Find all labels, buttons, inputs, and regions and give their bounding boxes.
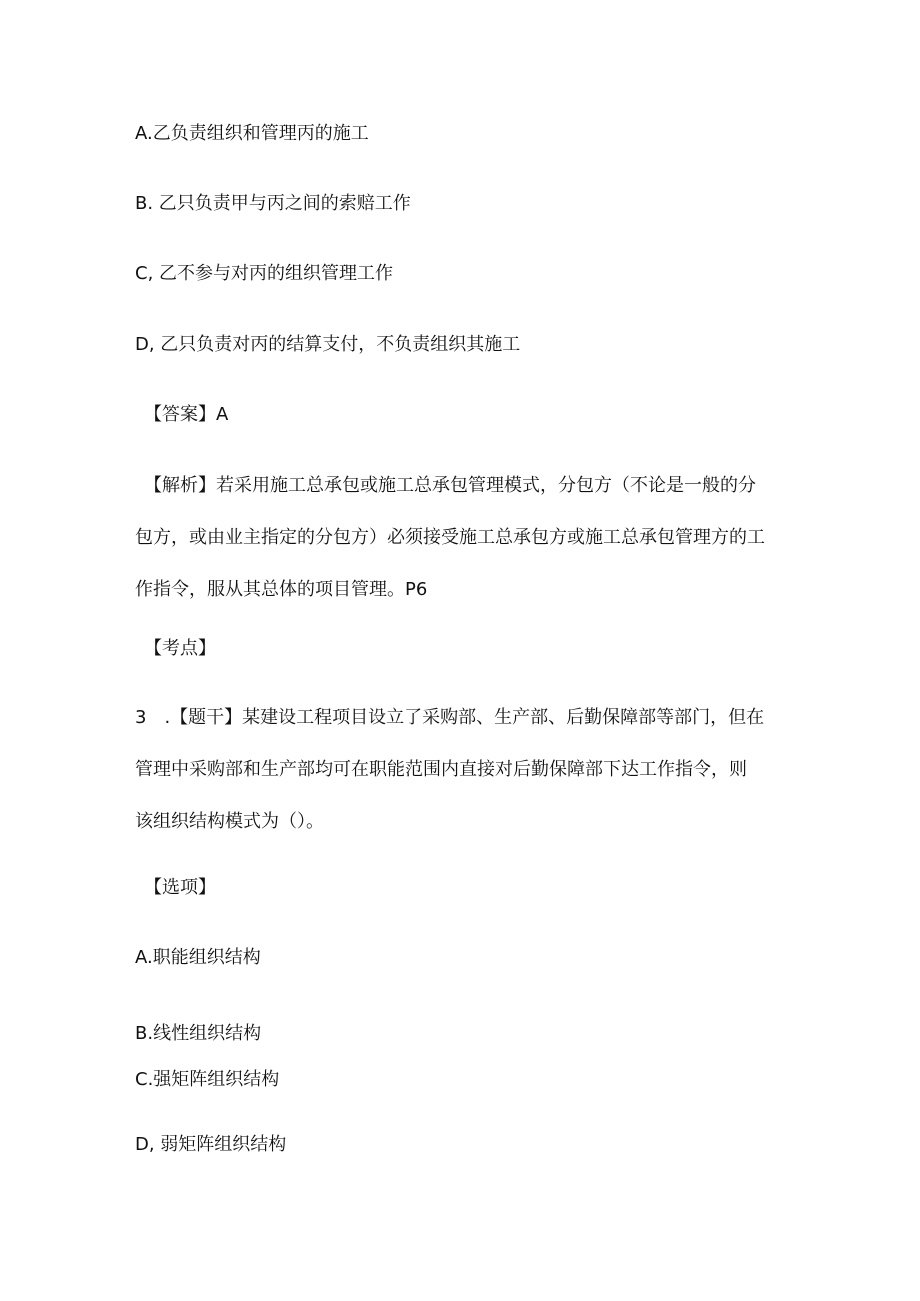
option-c-q3: C.强矩阵组织结构 — [135, 1069, 280, 1090]
answer-label: 【答案】A — [144, 404, 229, 425]
option-b-prev: B. 乙只负责甲与丙之间的索赔工作 — [135, 193, 411, 214]
analysis-line-2: 包方，或由业主指定的分包方）必须接受施工总承包方或施工总承包管理方的工 — [135, 527, 765, 548]
question-3-line-2: 管理中采购部和生产部均可在职能范围内直接对后勤保障部下达工作指令，则 — [135, 759, 747, 780]
question-3-line-1: 3 .【题干】某建设工程项目设立了采购部、生产部、后勤保障部等部门，但在 — [135, 707, 765, 728]
analysis-paragraph — [135, 460, 795, 616]
option-b-q3: B.线性组织结构 — [135, 1023, 262, 1044]
analysis-line-3: 作指令，服从其总体的项目管理。P6 — [135, 579, 428, 600]
option-d-prev: D, 乙只负责对丙的结算支付，不负责组织其施工 — [135, 334, 521, 355]
question-3-line-3: 该组织结构模式为（）。 — [135, 811, 324, 832]
option-d-q3: D, 弱矩阵组织结构 — [135, 1134, 287, 1155]
option-a-prev: A.乙负责组织和管理丙的施工 — [135, 123, 369, 144]
analysis-line-1: 【解析】若采用施工总承包或施工总承包管理模式，分包方（不论是一般的分 — [144, 475, 756, 496]
options-header: 【选项】 — [144, 877, 216, 898]
option-a-q3: A.职能组织结构 — [135, 947, 261, 968]
option-c-prev: C, 乙不参与对丙的组织管理工作 — [135, 263, 394, 284]
kaodian-label: 【考点】 — [144, 638, 216, 659]
question-3-paragraph — [135, 692, 795, 848]
